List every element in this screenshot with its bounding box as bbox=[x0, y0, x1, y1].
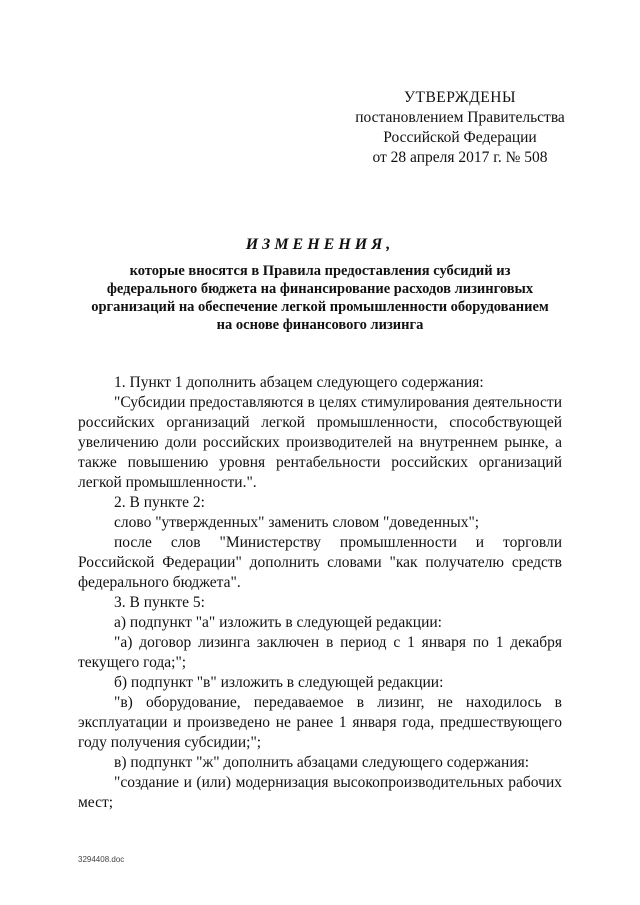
approved-line-2: Российской Федерации bbox=[383, 129, 537, 146]
approved-line-1: постановлением Правительства bbox=[355, 109, 565, 126]
paragraph: 1. Пункт 1 дополнить абзацем следующего содержания: bbox=[114, 374, 484, 391]
document-title: ИЗМЕНЕНИЯ, bbox=[245, 236, 395, 253]
document-subtitle bbox=[80, 262, 560, 334]
file-name-footer: 3294408.doc bbox=[78, 855, 125, 864]
paragraph: "а) договор лизинга заключен в период с 1 января по 1 декабря текущего года;"; bbox=[78, 634, 562, 671]
paragraph: 2. В пункте 2: bbox=[114, 494, 205, 511]
paragraph: после слов "Министерству промышленности и торговли Российской Федерации" дополнить словами "как получателю средств федерального бюджета". bbox=[78, 534, 562, 591]
subtitle-line: которые вносятся в Правила предоставления субсидий из bbox=[129, 263, 511, 279]
paragraph: слово "утвержденных" заменить словом "доведенных"; bbox=[114, 514, 480, 531]
subtitle-line: на основе финансового лизинга bbox=[216, 317, 424, 333]
approved-heading: УТВЕРЖДЕНЫ bbox=[404, 89, 516, 106]
paragraph: "в) оборудование, передаваемое в лизинг, не находилось в эксплуатации и произведено не ранее 1 января года, предшествующего году получения субсидии;"; bbox=[78, 694, 562, 751]
document-body bbox=[78, 373, 562, 813]
paragraph: б) подпункт "в" изложить в следующей редакции: bbox=[114, 674, 444, 691]
paragraph: "создание и (или) модернизация высокопроизводительных рабочих мест; bbox=[78, 774, 562, 811]
subtitle-line: организаций на обеспечение легкой промышленности оборудованием bbox=[91, 299, 549, 315]
paragraph: "Субсидии предоставляются в целях стимулирования деятельности российских организаций легкой промышленности, способствующей увеличению доли российских производителей на внутреннем рынке, а также повышению уровня рентабельности российских организаций легкой промышленности.". bbox=[78, 394, 562, 491]
approved-line-3: от 28 апреля 2017 г. № 508 bbox=[372, 149, 548, 166]
approval-stamp bbox=[340, 88, 580, 168]
paragraph: в) подпункт "ж" дополнить абзацами следующего содержания: bbox=[114, 754, 530, 771]
subtitle-line: федерального бюджета на финансирование расходов лизинговых bbox=[106, 281, 534, 297]
paragraph: 3. В пункте 5: bbox=[114, 594, 205, 611]
paragraph: а) подпункт "а" изложить в следующей редакции: bbox=[114, 614, 442, 631]
